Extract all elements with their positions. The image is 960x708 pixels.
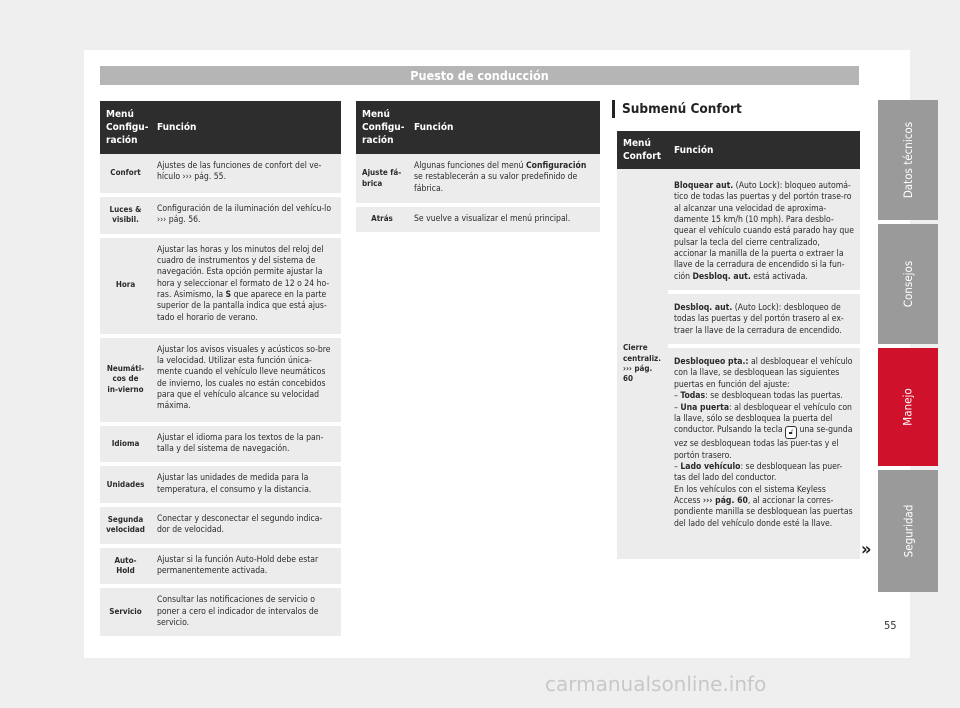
table-row <box>100 195 341 236</box>
page-header: Puesto de conducción <box>100 66 859 85</box>
col-menu-header: Menú Configu-ración <box>100 101 151 154</box>
table-row <box>100 586 341 638</box>
table-row <box>356 154 600 205</box>
unlock-key-icon: 🔓︎ <box>785 426 797 439</box>
page-number: 55 <box>884 619 897 632</box>
section-rule <box>612 100 615 118</box>
menu-key: Segunda velocidad <box>100 505 151 546</box>
table-row <box>100 464 341 505</box>
col-function-header: Función <box>151 101 341 154</box>
menu-key: Idioma <box>100 424 151 465</box>
tab-seguridad[interactable]: Seguridad <box>878 470 938 592</box>
menu-key: Auto-Hold <box>100 546 151 587</box>
table-row <box>356 205 600 234</box>
menu-key: Ajuste fá-brica <box>356 154 408 205</box>
function-text: Ajustar las unidades de medida para la temperatura, el consumo y la distancia. <box>151 464 341 505</box>
function-text: Algunas funciones del menú Configuración se restablecerán a su valor predefinido de fábrica. <box>408 154 600 205</box>
menu-key: Hora <box>100 236 151 336</box>
continue-marker: » <box>861 539 872 560</box>
menu-key: Luces & visibil. <box>100 195 151 236</box>
col-menu-header: Menú Configu-ración <box>356 101 408 154</box>
col-function-header: Función <box>668 131 860 169</box>
comfort-submenu-table <box>617 131 860 563</box>
menu-key: Confort <box>100 154 151 195</box>
function-text: Consultar las notificaciones de servicio o poner a cero el indicador de intervalos de servicio. <box>151 586 341 638</box>
function-text: Ajustar los avisos visuales y acústicos so-bre la velocidad. Utilizar esta función única-mente cuando el vehículo lleve neumáticos de invierno, los cuales no están concebidos para que el vehículo alcance su velocidad máxima. <box>151 336 341 424</box>
menu-key: Unidades <box>100 464 151 505</box>
watermark: carmanualsonline.info <box>545 672 767 696</box>
menu-key: Atrás <box>356 205 408 234</box>
col-menu-header: Menú Confort <box>617 131 668 169</box>
function-text: Configuración de la iluminación del vehícu-lo ››› pág. 56. <box>151 195 341 236</box>
function-text: Conectar y desconectar el segundo indica-dor de velocidad. <box>151 505 341 546</box>
tab-consejos[interactable]: Consejos <box>878 224 938 344</box>
table-row <box>617 169 860 292</box>
function-text: Desbloq. aut. (Auto Lock): desbloqueo de todas las puertas y del portón trasero al ex-traer la llave de la cerradura de encendido. <box>668 292 860 346</box>
section-title: Submenú Confort <box>622 101 742 117</box>
table-row <box>100 424 341 465</box>
table-row <box>100 236 341 336</box>
function-text: Bloquear aut. (Auto Lock): bloqueo automá-tico de todas las puertas y del portón trase-ro al alcanzar una velocidad de aproxima-damente 15 km/h (10 mph). Para desblo-quear el vehículo cuando está parado hay que pulsar la tecla del cierre centralizado, accionar la manilla de la puerta o extraer la llave de la cerradura de encendido si la fun-ción Desbloq. aut. está activada. <box>668 169 860 292</box>
menu-key: Neumáti-cos de in-vierno <box>100 336 151 424</box>
menu-key: Servicio <box>100 586 151 638</box>
col-function-header: Función <box>408 101 600 154</box>
function-text: Ajustes de las funciones de confort del ve-hículo ››› pág. 55. <box>151 154 341 195</box>
menu-key: Cierre centraliz. ››› pág. 60 <box>617 169 668 561</box>
function-text: Ajustar las horas y los minutos del reloj del cuadro de instrumentos y del sistema de navegación. Esta opción permite ajustar la hora y seleccionar el formato de 12 o 24 ho-ras. Asimismo, la S que aparece en la parte superior de la pantalla indica que está ajus-tado el horario de verano. <box>151 236 341 336</box>
table-row <box>100 505 341 546</box>
function-text: Desbloqueo pta.: al desbloquear el vehículo con la llave, se desbloquean las siguientes puertas en función del ajuste: – Todas: se desbloquean todas las puertas. – Una puerta: al desbloquear el vehículo con la llave, sólo se desbloquea la puerta del conductor. Pulsando la tecla 🔓︎ una se-gunda vez se desbloquean todas las puer-tas y el portón trasero. – Lado vehículo: se desbloquean las puer-tas del lado del conductor. En los vehículos con el sistema Keyless Access ››› pág. 60, al accionar la corres-pondiente manilla se desbloquean las puertas del lado del vehículo donde esté la llave. <box>668 346 860 561</box>
tab-manejo[interactable]: Manejo <box>878 348 938 466</box>
settings-menu-table-continued <box>356 101 600 236</box>
tab-datos-tecnicos[interactable]: Datos técnicos <box>878 100 938 220</box>
function-text: Ajustar si la función Auto-Hold debe estar permanentemente activada. <box>151 546 341 587</box>
function-text: Ajustar el idioma para los textos de la pan-talla y del sistema de navegación. <box>151 424 341 465</box>
settings-menu-table <box>100 101 341 640</box>
table-row <box>100 154 341 195</box>
table-row <box>100 336 341 424</box>
table-row <box>100 546 341 587</box>
function-text: Se vuelve a visualizar el menú principal. <box>408 205 600 234</box>
